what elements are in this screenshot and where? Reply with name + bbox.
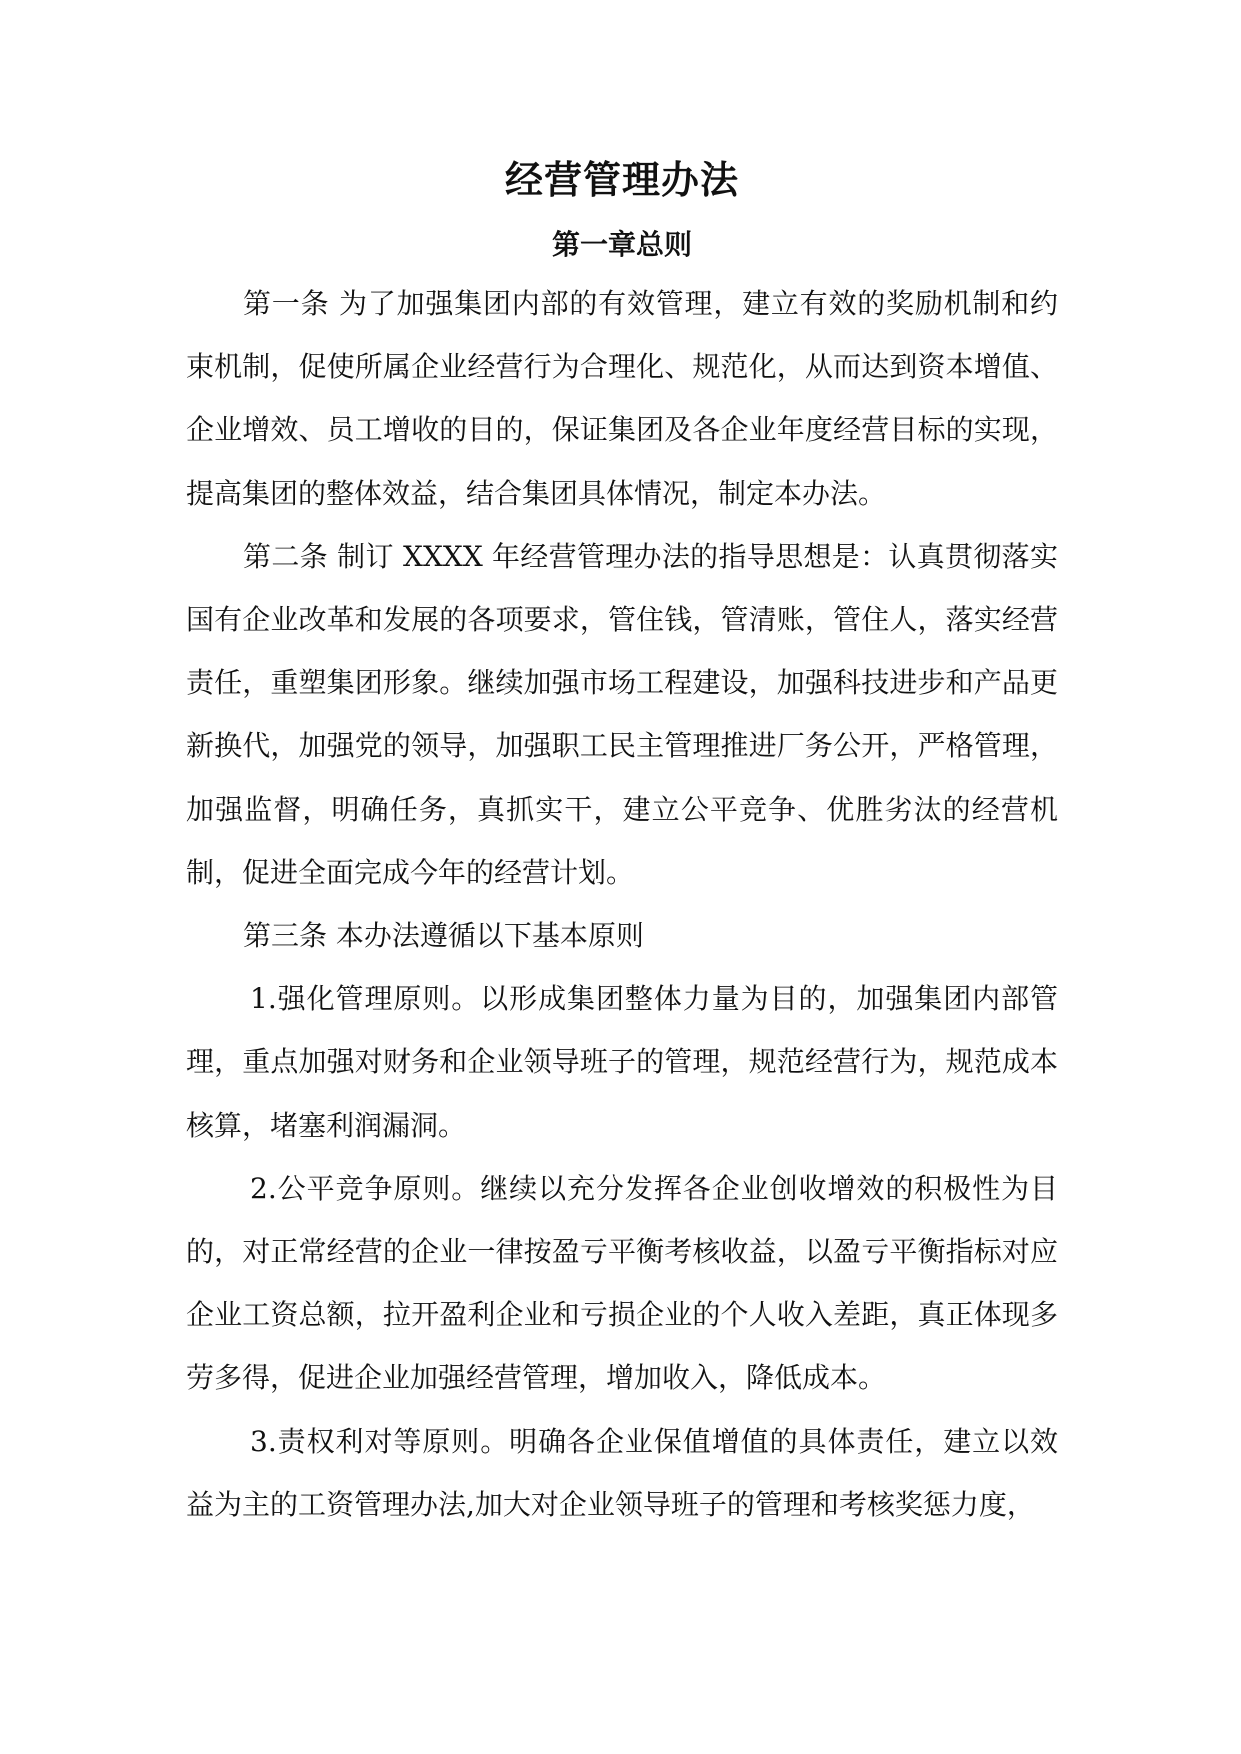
document-title: 经营管理办法 — [504, 157, 739, 202]
principle-1-paragraph: 1.强化管理原则。以形成集团整体力量为目的，加强集团内部管理，重点加强对财务和企业领导班子的管理，规范经营行为，规范成本核算，堵塞利润漏洞。 — [186, 982, 1058, 1142]
article-3-paragraph: 第三条 本办法遵循以下基本原则 — [243, 919, 644, 953]
article-2-paragraph: 第二条 制订 XXXX 年经营管理办法的指导思想是：认真贯彻落实国有企业改革和发展的各项要求，管住钱，管清账，管住人，落实经营责任，重塑集团形象。继续加强市场工程建设，加强科技进步和产品更新换代，加强党的领导，加强职工民主管理推进厂务公开，严格管理，加强监督，明确任务，真抓实干，建立公平竞争、优胜劣汰的经营机制，促进全面完成今年的经营计划。 — [186, 539, 1058, 889]
chapter-heading: 第一章总则 — [551, 228, 692, 261]
document-body — [186, 150, 1058, 1536]
principle-2-paragraph: 2.公平竞争原则。继续以充分发挥各企业创收增效的积极性为目的，对正常经营的企业一律按盈亏平衡考核收益，以盈亏平衡指标对应企业工资总额，拉开盈利企业和亏损企业的个人收入差距，真正体现多劳多得，促进企业加强经营管理，增加收入，降低成本。 — [186, 1171, 1058, 1395]
principle-3-paragraph: 3.责权利对等原则。明确各企业保值增值的具体责任，建立以效益为主的工资管理办法,加大对企业领导班子的管理和考核奖惩力度， — [186, 1424, 1058, 1521]
article-1-paragraph: 第一条 为了加强集团内部的有效管理，建立有效的奖励机制和约束机制，促使所属企业经营行为合理化、规范化，从而达到资本增值、企业增效、员工增收的目的，保证集团及各企业年度经营目标的实现，提高集团的整体效益，结合集团具体情况，制定本办法。 — [186, 287, 1058, 510]
